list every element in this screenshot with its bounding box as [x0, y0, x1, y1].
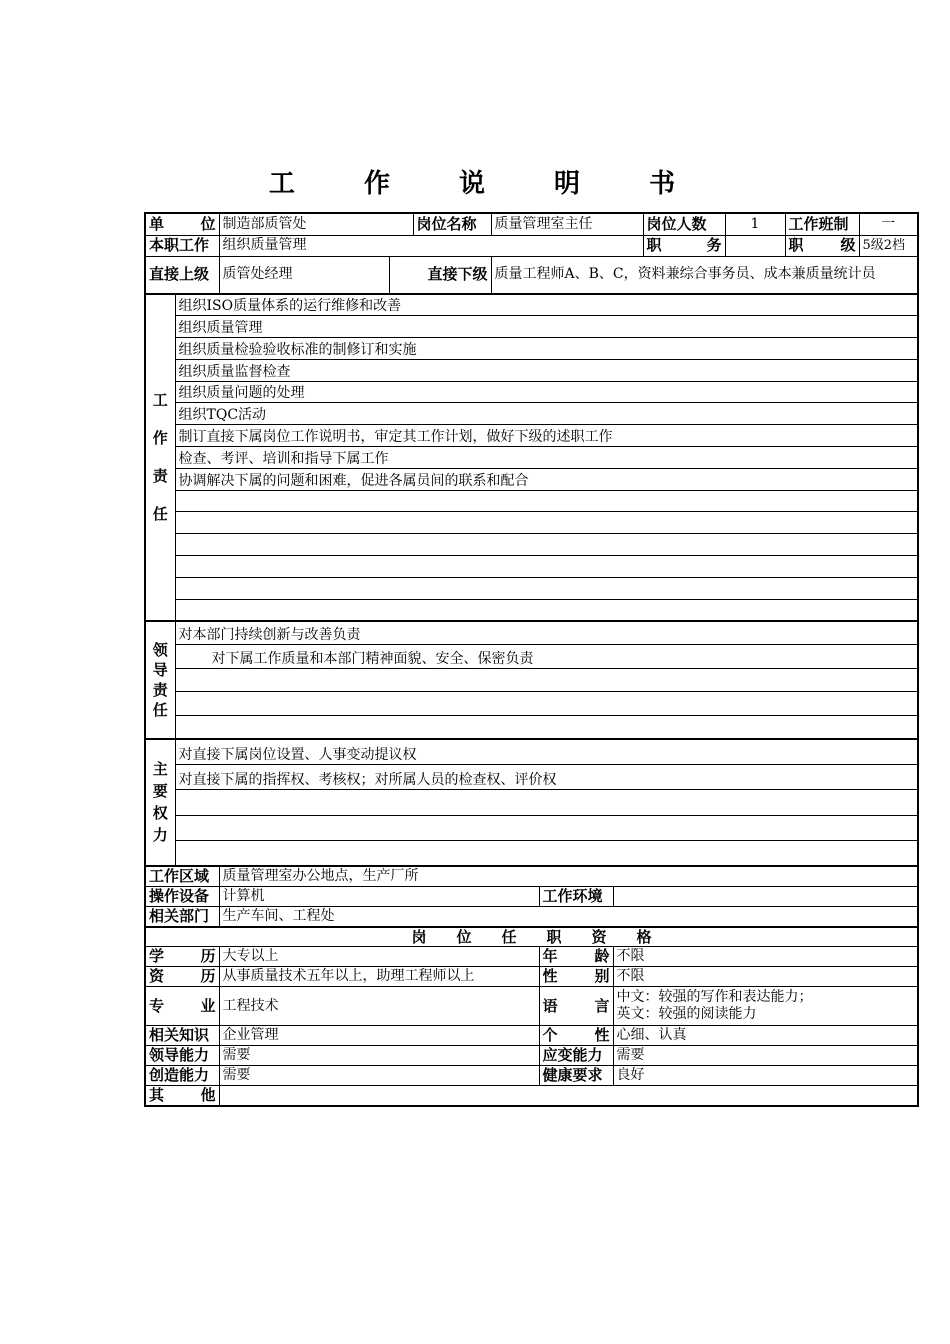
responsibility-item: [175, 512, 918, 534]
subordinate-label: 直接下级: [389, 256, 491, 294]
leadership-item: 对本部门持续创新与改善负责: [175, 621, 918, 645]
leadership-row: [145, 715, 918, 739]
environment-value: [613, 887, 918, 907]
leadership-row: [145, 645, 918, 669]
header-table: [144, 212, 919, 295]
responsibility-row: [145, 556, 918, 578]
authority-row: [145, 840, 918, 865]
responsibility-row: [145, 316, 918, 338]
authority-item: [175, 790, 918, 815]
authority-row: [145, 790, 918, 815]
responsibility-row: [145, 577, 918, 599]
grade-label: 职 级: [785, 235, 859, 256]
work-info-table: [144, 865, 919, 928]
responsibility-item: 协调解决下属的问题和困难，促进各属员间的联系和配合: [175, 468, 918, 490]
headcount-label: 岗位人数: [643, 213, 725, 235]
leadership-section-label: [145, 621, 175, 739]
leadership-row: [145, 692, 918, 716]
responsibility-section-label: [145, 294, 175, 621]
responsibility-item: 组织TQC活动: [175, 403, 918, 425]
responsibility-item: [175, 577, 918, 599]
qualification-heading: 岗 位 任 职 资 格: [145, 927, 918, 947]
major-label: 专 业: [145, 987, 219, 1026]
health-label: 健康要求: [539, 1066, 613, 1086]
unit-label: 单 位: [145, 213, 219, 235]
responsibility-row: [145, 490, 918, 512]
responsibility-row: [145, 338, 918, 360]
authority-section-label: [145, 739, 175, 866]
leadership-section-label-text: 领导责任: [152, 640, 168, 719]
authority-row: [145, 764, 918, 789]
knowledge-label: 相关知识: [145, 1026, 219, 1046]
responsibility-item: 制订直接下属岗位工作说明书，审定其工作计划，做好下级的述职工作: [175, 425, 918, 447]
responsibility-row: [145, 381, 918, 403]
responsibility-row: [145, 468, 918, 490]
related-dept-value: 生产车间、工程处: [219, 907, 918, 927]
major-value: 工程技术: [219, 987, 539, 1026]
responsibility-item: [175, 490, 918, 512]
leadership-table: [144, 620, 919, 740]
creativity-label: 创造能力: [145, 1066, 219, 1086]
work-area-value: 质量管理室办公地点，生产厂所: [219, 866, 918, 887]
post-name-label: 岗位名称: [413, 213, 491, 235]
subordinate-value: 质量工程师A、B、C，资料兼综合事务员、成本兼质量统计员: [491, 256, 918, 294]
responsibility-row: [145, 294, 918, 316]
authority-section-label-text: 主要权力: [152, 760, 168, 845]
responsibility-item: 组织质量监督检查: [175, 359, 918, 381]
post-name-value: 质量管理室主任: [491, 213, 643, 235]
responsibility-item: 组织质量问题的处理: [175, 381, 918, 403]
age-value: 不限: [613, 947, 918, 967]
equipment-label: 操作设备: [145, 887, 219, 907]
authority-item: [175, 815, 918, 840]
duty-value: [725, 235, 785, 256]
authority-item: [175, 840, 918, 865]
responsibility-item: [175, 556, 918, 578]
leadership-row: [145, 621, 918, 645]
knowledge-value: 企业管理: [219, 1026, 539, 1046]
responsibility-row: [145, 512, 918, 534]
shift-label: 工作班制: [785, 213, 859, 235]
language-english: 英文：较强的阅读能力: [616, 1006, 757, 1023]
responsibility-item: 组织ISO质量体系的运行维修和改善: [175, 294, 918, 316]
responsibility-item: 检查、考评、培训和指导下属工作: [175, 447, 918, 469]
personality-value: 心细、认真: [613, 1026, 918, 1046]
responsibility-section-label-text: 工作责任: [152, 391, 168, 524]
job-value: 组织质量管理: [219, 235, 643, 256]
responsibility-item: 组织质量管理: [175, 316, 918, 338]
duty-label: 职 务: [643, 235, 725, 256]
leadership-row: [145, 668, 918, 692]
sex-value: 不限: [613, 967, 918, 987]
environment-label: 工作环境: [539, 887, 613, 907]
leadership-item: 对下属工作质量和本部门精神面貌、安全、保密负责: [175, 645, 918, 669]
responsibility-row: [145, 425, 918, 447]
leadership-ability-value: 需要: [219, 1046, 539, 1066]
creativity-value: 需要: [219, 1066, 539, 1086]
leadership-item: [175, 668, 918, 692]
language-label: 语 言: [539, 987, 613, 1026]
leadership-ability-label: 领导能力: [145, 1046, 219, 1066]
job-description-form: [144, 212, 917, 1107]
responsibility-row: [145, 359, 918, 381]
job-label: 本职工作: [145, 235, 219, 256]
qualification-table: [144, 926, 919, 1107]
leadership-item: [175, 715, 918, 739]
superior-value: 质管处经理: [219, 256, 389, 294]
superior-label: 直接上级: [145, 256, 219, 294]
authority-row: [145, 739, 918, 764]
responsibility-row: [145, 599, 918, 621]
experience-value: 从事质量技术五年以上，助理工程师以上: [219, 967, 539, 987]
equipment-value: 计算机: [219, 887, 539, 907]
authority-table: [144, 738, 919, 867]
experience-label: 资 历: [145, 967, 219, 987]
grade-value: 5级2档: [859, 235, 918, 256]
age-label: 年 龄: [539, 947, 613, 967]
other-value: [219, 1086, 918, 1106]
responsibility-item: [175, 599, 918, 621]
adaptability-label: 应变能力: [539, 1046, 613, 1066]
authority-item: 对直接下属的指挥权、考核权；对所属人员的检查权、评价权: [175, 764, 918, 789]
shift-value: 一: [859, 213, 918, 235]
document-title: 工 作 说 明 书: [268, 169, 706, 199]
responsibility-row: [145, 447, 918, 469]
other-label: 其 他: [145, 1086, 219, 1106]
unit-value: 制造部质管处: [219, 213, 413, 235]
education-label: 学 历: [145, 947, 219, 967]
sex-label: 性 别: [539, 967, 613, 987]
education-value: 大专以上: [219, 947, 539, 967]
headcount-value: 1: [725, 213, 785, 235]
authority-row: [145, 815, 918, 840]
responsibility-row: [145, 534, 918, 556]
leadership-item: [175, 692, 918, 716]
responsibility-item: [175, 534, 918, 556]
language-value: [613, 987, 918, 1026]
responsibilities-table: [144, 293, 919, 622]
language-chinese: 中文：较强的写作和表达能力；: [616, 989, 813, 1006]
personality-label: 个 性: [539, 1026, 613, 1046]
health-value: 良好: [613, 1066, 918, 1086]
authority-item: 对直接下属岗位设置、人事变动提议权: [175, 739, 918, 764]
work-area-label: 工作区域: [145, 866, 219, 887]
responsibility-item: 组织质量检验验收标准的制修订和实施: [175, 338, 918, 360]
related-dept-label: 相关部门: [145, 907, 219, 927]
adaptability-value: 需要: [613, 1046, 918, 1066]
responsibility-row: [145, 403, 918, 425]
